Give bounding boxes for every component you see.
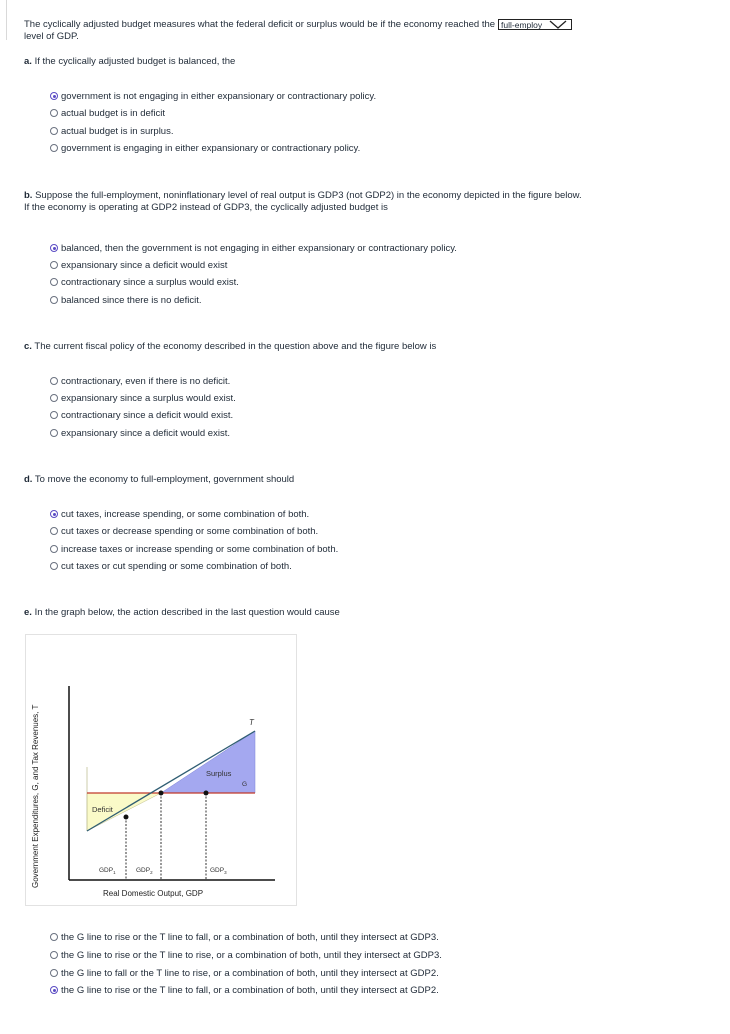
- option-text: contractionary since a deficit would exist.: [61, 409, 234, 421]
- radio-button[interactable]: [50, 244, 58, 252]
- radio-button[interactable]: [50, 127, 58, 135]
- radio-button[interactable]: [50, 510, 58, 518]
- question-c-option[interactable]: [50, 408, 233, 422]
- full-employment-dropdown[interactable]: [498, 19, 572, 30]
- gdp2-point: [159, 791, 164, 796]
- question-c-text: [24, 341, 684, 353]
- question-d-option[interactable]: [50, 524, 318, 538]
- radio-button[interactable]: [50, 951, 58, 959]
- radio-button[interactable]: [50, 394, 58, 402]
- option-text: the G line to rise or the T line to fall, or a combination of both, until they intersect at GDP3.: [61, 931, 439, 943]
- question-b-option[interactable]: [50, 241, 457, 255]
- question-e-option[interactable]: [50, 948, 442, 962]
- option-text: government is not engaging in either expansionary or contractionary policy.: [61, 90, 377, 102]
- question-d-option[interactable]: [50, 507, 309, 521]
- question-d-option[interactable]: [50, 542, 338, 556]
- radio-button[interactable]: [50, 933, 58, 941]
- option-text: cut taxes or decrease spending or some combination of both.: [61, 525, 319, 537]
- question-a-option[interactable]: [50, 89, 376, 103]
- question-a-prompt: If the cyclically adjusted budget is balanced, the: [34, 56, 236, 67]
- question-a-label: a.: [24, 56, 32, 67]
- question-e-label: e.: [24, 607, 32, 618]
- question-e-text: [24, 607, 684, 619]
- question-d-prompt: To move the economy to full-employment, government should: [34, 474, 295, 485]
- option-text: contractionary since a surplus would exist.: [61, 276, 239, 288]
- option-text: balanced since there is no deficit.: [61, 294, 202, 306]
- question-e-option[interactable]: [50, 983, 439, 997]
- gdp3-subscript: 3: [224, 870, 227, 875]
- question-d-text: [24, 474, 684, 486]
- option-text: actual budget is in deficit: [61, 107, 166, 119]
- question-d-label: d.: [24, 474, 33, 485]
- option-text: the G line to fall or the T line to rise, or a combination of both, until they intersect at GDP2.: [61, 967, 439, 979]
- deficit-label: Deficit: [92, 805, 113, 814]
- question-b-text: [24, 190, 684, 214]
- gdp1-text: GDP: [99, 867, 114, 874]
- left-edge-rule: [0, 0, 7, 40]
- question-b-option[interactable]: [50, 258, 227, 272]
- question-c-option[interactable]: [50, 426, 230, 440]
- gdp1-point: [124, 815, 129, 820]
- option-text: the G line to rise or the T line to fall, or a combination of both, until they intersect at GDP2.: [61, 984, 439, 996]
- question-c-option[interactable]: [50, 391, 236, 405]
- question-a-text: [24, 56, 684, 68]
- intro-tail: level of GDP.: [24, 31, 79, 43]
- question-c-option[interactable]: [50, 374, 230, 388]
- x-axis-label: Real Domestic Output, GDP: [103, 889, 204, 898]
- question-a-option[interactable]: [50, 106, 165, 120]
- option-text: expansionary since a surplus would exist.: [61, 392, 236, 404]
- radio-button[interactable]: [50, 527, 58, 535]
- gdp1-subscript: 1: [113, 870, 116, 875]
- question-b-line1: Suppose the full-employment, noninflationary level of real output is GDP3 (not GDP2) in the economy depicted in the figure below.: [35, 190, 582, 201]
- question-b-label: b.: [24, 190, 33, 201]
- dropdown-value: full-employ: [501, 20, 543, 30]
- radio-button[interactable]: [50, 986, 58, 994]
- question-b-line2: If the economy is operating at GDP2 instead of GDP3, the cyclically adjusted budget is: [24, 202, 388, 213]
- radio-button[interactable]: [50, 278, 58, 286]
- radio-button[interactable]: [50, 411, 58, 419]
- radio-button[interactable]: [50, 296, 58, 304]
- radio-button[interactable]: [50, 377, 58, 385]
- question-c-label: c.: [24, 341, 32, 352]
- budget-graph: [25, 634, 297, 906]
- gdp3-point: [204, 791, 209, 796]
- option-text: the G line to rise or the T line to rise, or a combination of both, until they intersect at GDP3.: [61, 949, 442, 961]
- radio-button[interactable]: [50, 109, 58, 117]
- intro-text: [24, 19, 714, 43]
- radio-button[interactable]: [50, 969, 58, 977]
- gdp2-subscript: 2: [150, 870, 153, 875]
- question-e-option[interactable]: [50, 930, 439, 944]
- option-text: expansionary since a deficit would exist: [61, 259, 228, 271]
- option-text: contractionary, even if there is no deficit.: [61, 375, 231, 387]
- gdp3-text: GDP: [210, 867, 225, 874]
- radio-button[interactable]: [50, 92, 58, 100]
- chevron-down-icon: [547, 19, 569, 30]
- radio-button[interactable]: [50, 261, 58, 269]
- question-a-option[interactable]: [50, 124, 173, 138]
- option-text: actual budget is in surplus.: [61, 125, 174, 137]
- question-c-prompt: The current fiscal policy of the economy described in the question above and the figure below is: [34, 341, 437, 352]
- intro-sentence: The cyclically adjusted budget measures what the federal deficit or surplus would be if the economy reached the: [24, 19, 496, 31]
- question-e-prompt: In the graph below, the action described in the last question would cause: [34, 607, 340, 618]
- question-e-option[interactable]: [50, 966, 439, 980]
- option-text: balanced, then the government is not engaging in either expansionary or contractionary policy.: [61, 242, 457, 254]
- radio-button[interactable]: [50, 144, 58, 152]
- question-d-option[interactable]: [50, 559, 292, 573]
- option-text: expansionary since a deficit would exist.: [61, 427, 230, 439]
- question-b-option[interactable]: [50, 293, 201, 307]
- radio-button[interactable]: [50, 562, 58, 570]
- option-text: government is engaging in either expansionary or contractionary policy.: [61, 142, 361, 154]
- gdp2-text: GDP: [136, 867, 151, 874]
- surplus-label: Surplus: [206, 769, 232, 778]
- option-text: cut taxes or cut spending or some combination of both.: [61, 560, 292, 572]
- radio-button[interactable]: [50, 545, 58, 553]
- g-label: G: [242, 781, 248, 788]
- option-text: cut taxes, increase spending, or some combination of both.: [61, 508, 310, 520]
- y-axis-label: Government Expenditures, G, and Tax Revenues, T: [31, 704, 40, 888]
- option-text: increase taxes or increase spending or some combination of both.: [61, 543, 339, 555]
- radio-button[interactable]: [50, 429, 58, 437]
- question-a-option[interactable]: [50, 141, 360, 155]
- question-b-option[interactable]: [50, 275, 239, 289]
- t-label: T: [249, 718, 254, 727]
